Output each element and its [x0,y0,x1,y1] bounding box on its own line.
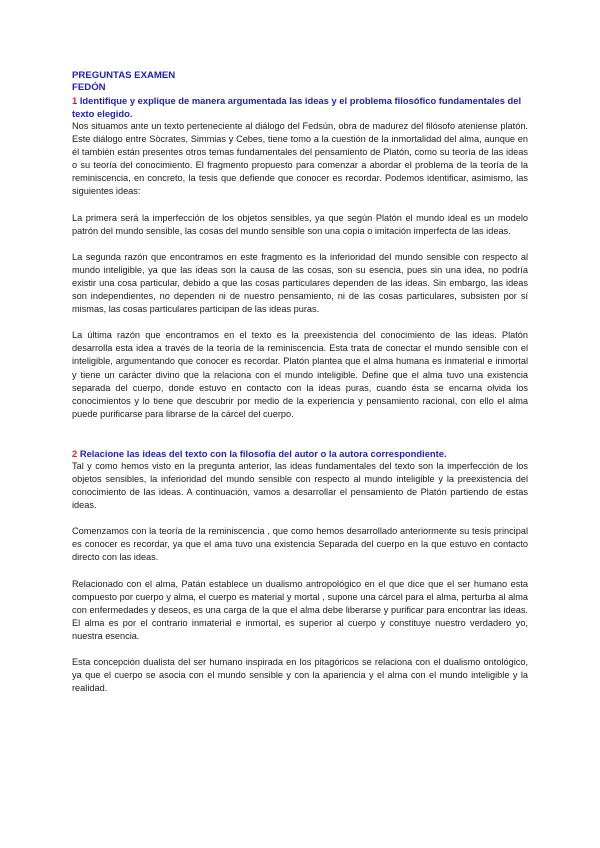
q1-paragraph-2: La primera será la imperfección de los objetos sensibles, ya que según Platón el mundo ideal es un modelo patrón del mundo sensible, las cosas del mundo sensible son una copia o imitación imperfecta de las ideas. [72,212,528,236]
question-2-number: 2 [72,447,78,459]
q1-paragraph-3: La segunda razón que encontramos en este fragmento es la inferioridad del mundo sensible con respecto al mundo inteligible, ya que las ideas son la causa de las cosas, son su esencia, pues sin una idea, no podría existir una cosa particular, debido a que las cosas particulares dependen de las ideas. Sin embargo, las ideas son independientes, no dependen ni de nuestro pensamiento, ni de las cosas particulares, subsisten por sí mismas, las cosas particulares participan de las ideas puras. [72,251,528,315]
q1-paragraph-4: La última razón que encontramos en el texto es la preexistencia del conocimiento de las ideas. Platón desarrolla esta idea a través de la teoría de la reminiscencia. Esta trata de conectar el mundo sensible con el inteligible, argumentando que conocer es recordar. Platón plantea que el alma humana es inmaterial e inmortal y tiene un carácter divino que la relaciona con el mundo inteligible. Define que el alma tuvo una existencia separada del cuerpo, donde estuvo en contacto con la ideas puras, cuando ésta se encarna olvida los conocimientos y lo tiene que descubrir por medio de la experiencia y pensamiento racional, con ello el alma puede purificarse para librarse de la cárcel del cuerpo. [72,330,528,419]
question-1-heading [72,94,528,120]
question-2-heading [72,447,528,460]
question-1-title: Identifique y explique de manera argumentada las ideas y el problema filosófico fundamentales del texto elegido. [72,95,522,119]
q2-paragraph-3: Relacionado con el alma, Patán establece un dualismo antropológico en el que dice que el ser humano esta compuesto por cuerpo y alma, el cuerpo es material y mortal , supone una cárcel para el alma, perturba al alma con enfermedades y deseos, es una carga de la que el alma debe liberarse y purificar para encontrar las ideas. El alma es por el contrario inmaterial e inmortal, es superior al cuerpo y constituye nuestro verdadero yo, nuestra esencia. [72,578,528,641]
q2-paragraph-2: Comenzamos con la teoría de la reminiscencia , que como hemos desarrollado anteriormente su tesis principal es conocer es recordar, ya que el ama tuvo una existencia Separada del cuerpo en la que estuvo en contacto directo con las ideas. [72,526,528,563]
q2-paragraph-4: Esta concepción dualista del ser humano inspirada en los pitagóricos se relaciona con el dualismo ontológico, ya que el cuerpo se asocia con el mundo sensible y con la apariencia y el alma con el mundo inteligible y la realidad. [72,657,528,694]
question-1-number: 1 [72,95,78,106]
question-2-title: Relacione las ideas del texto con la filosofía del autor o la autora correspondiente. [79,447,447,459]
q2-paragraph-1: Tal y como hemos visto en la pregunta anterior, las ideas fundamentales del texto son la imperfección de los objetos sensibles, la inferioridad del mundo sensible con respecto al mundo inteligible y la preexistencia del conocimiento de las ideas. A continuación, vamos a desarrollar el pensamiento de Platón partiendo de estas ideas. [72,460,528,511]
document-subtitle: FEDÓN [72,82,106,93]
document-title: PREGUNTAS EXAMEN [72,70,176,81]
q1-paragraph-1: Nos situamos ante un texto perteneciente al diálogo del Fedsún, obra de madurez del filósofo ateniense platón. Este diálogo entre Sòcrates, Simmias y Cebes, tiene tomo a la cuestión de la inmortalidad del alma, aunque en él también están presentes otros temas fundamentales del pensamiento de Platón, como su teoría de las ideas o su teoría del conocimiento. El fragmento propuesto para comenzar a abordar el problema de la teoría de la reminiscencia, en concreto, la tesis que defiende que conocer es recordar. Podemos identificar, asimismo, las siguientes ideas: [72,121,528,197]
